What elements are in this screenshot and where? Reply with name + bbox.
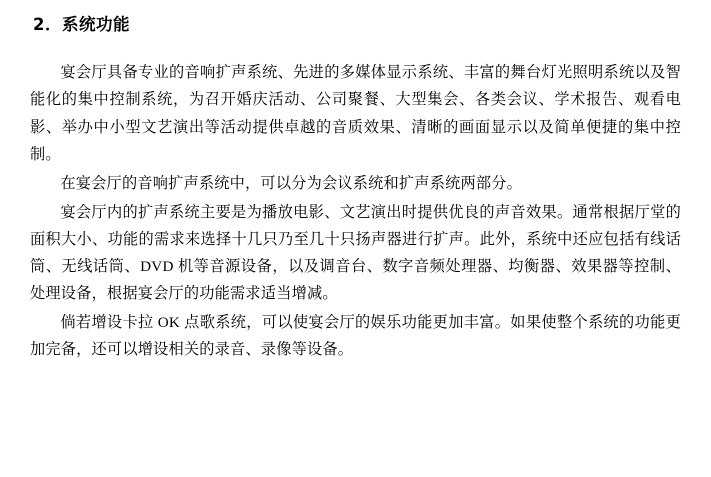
paragraph: 倘若增设卡拉 OK 点歌系统，可以使宴会厅的娱乐功能更加丰富。如果使整个系统的功能更加完备，还可以增设相关的录音、录像等设备。 bbox=[30, 313, 681, 358]
document-body bbox=[30, 59, 681, 363]
section-heading: 2．系统功能 bbox=[33, 15, 130, 34]
paragraph: 宴会厅具备专业的音响扩声系统、先进的多媒体显示系统、丰富的舞台灯光照明系统以及智能化的集中控制系统，为召开婚庆活动、公司聚餐、大型集会、各类会议、学术报告、观看电影、举办中小型文艺演出等活动提供卓越的音质效果、清晰的画面显示以及简单便捷的集中控制。 bbox=[30, 64, 681, 163]
paragraph: 宴会厅内的扩声系统主要是为播放电影、文艺演出时提供优良的声音效果。通常根据厅堂的面积大小、功能的需求来选择十几只乃至几十只扬声器进行扩声。此外，系统中还应包括有线话筒、无线话筒、DVD 机等音源设备，以及调音台、数字音频处理器、均衡器、效果器等控制、处理设备，根据宴会厅的功能需求适当增减。 bbox=[30, 203, 681, 302]
paragraph: 在宴会厅的音响扩声系统中，可以分为会议系统和扩声系统两部分。 bbox=[60, 174, 523, 192]
